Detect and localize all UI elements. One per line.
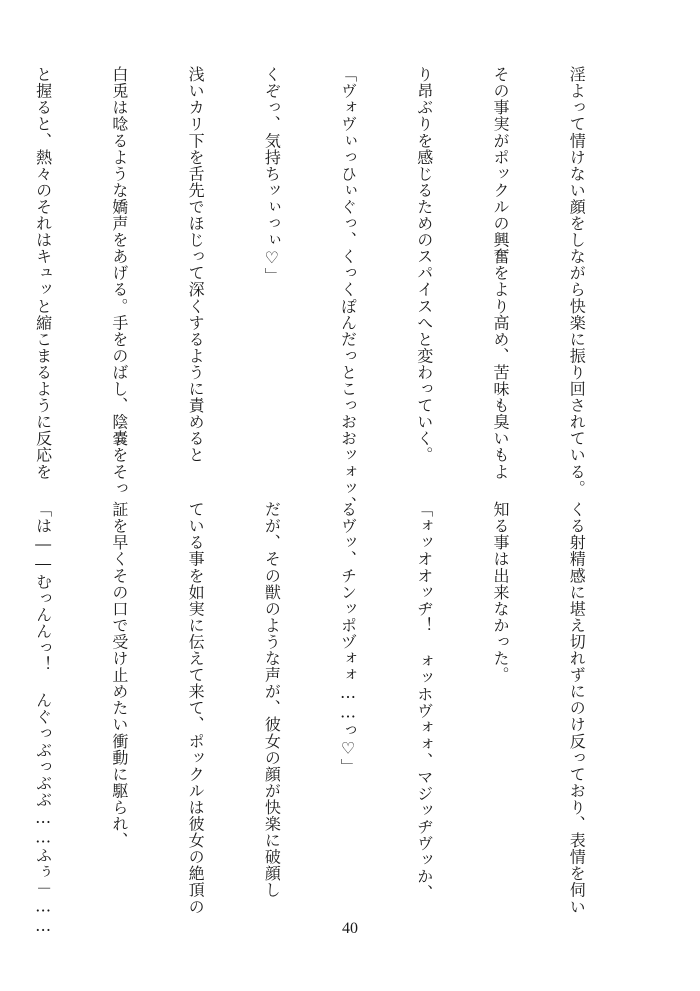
text-column: 白兎は唸るような嬌声をあげる。手をのばし、陰嚢をそっ bbox=[109, 66, 129, 497]
text-column: 「ォッオオッヂ！ ォッホヴォォ、マジッヂヴッか、 bbox=[414, 501, 434, 902]
text-column: と握ると、熱々のそれはキュッと縮こまるように反応を bbox=[33, 66, 53, 480]
text-column: 「ヴォヴぃっひぃぐっ、くっくぽんだっとこっおおッォッ、 bbox=[338, 66, 358, 513]
text-block-upper bbox=[0, 66, 640, 513]
text-column: 知る事は出来なかった。 bbox=[490, 501, 510, 684]
text-column: 「は――むっんんっ！ んぐっぶっぶぶ……ふぅ－…… bbox=[33, 501, 53, 936]
text-column: その事実がポックルの興奮をより高め、苦味も臭いもよ bbox=[490, 66, 510, 480]
text-column: くぞっ、気持ちッぃっぃ♡」 bbox=[262, 66, 282, 285]
page-number: 40 bbox=[342, 920, 358, 937]
text-column: 浅いカリ下を舌先でほじって深くするように責めると bbox=[186, 66, 206, 464]
text-column: 証を早くその口で受け止めたい衝動に駆られ、 bbox=[109, 501, 129, 849]
text-column: 淫よって情けない顔をしながら快楽に振り回されている。 bbox=[567, 66, 587, 497]
text-column: くる射精感に堪え切れずにのけ反っており、表情を伺い bbox=[567, 501, 587, 915]
text-column: るヴッ、チンッポヅォォ……っ♡」 bbox=[338, 501, 358, 775]
text-column: ている事を如実に伝えて来て、ポックルは彼女の絶頂の bbox=[186, 501, 206, 915]
text-column: り昂ぶりを感じるためのスパイスへと変わっていく。 bbox=[414, 66, 434, 464]
text-column: だが、その獣のような声が、彼女の顔が快楽に破顔し bbox=[262, 501, 282, 899]
